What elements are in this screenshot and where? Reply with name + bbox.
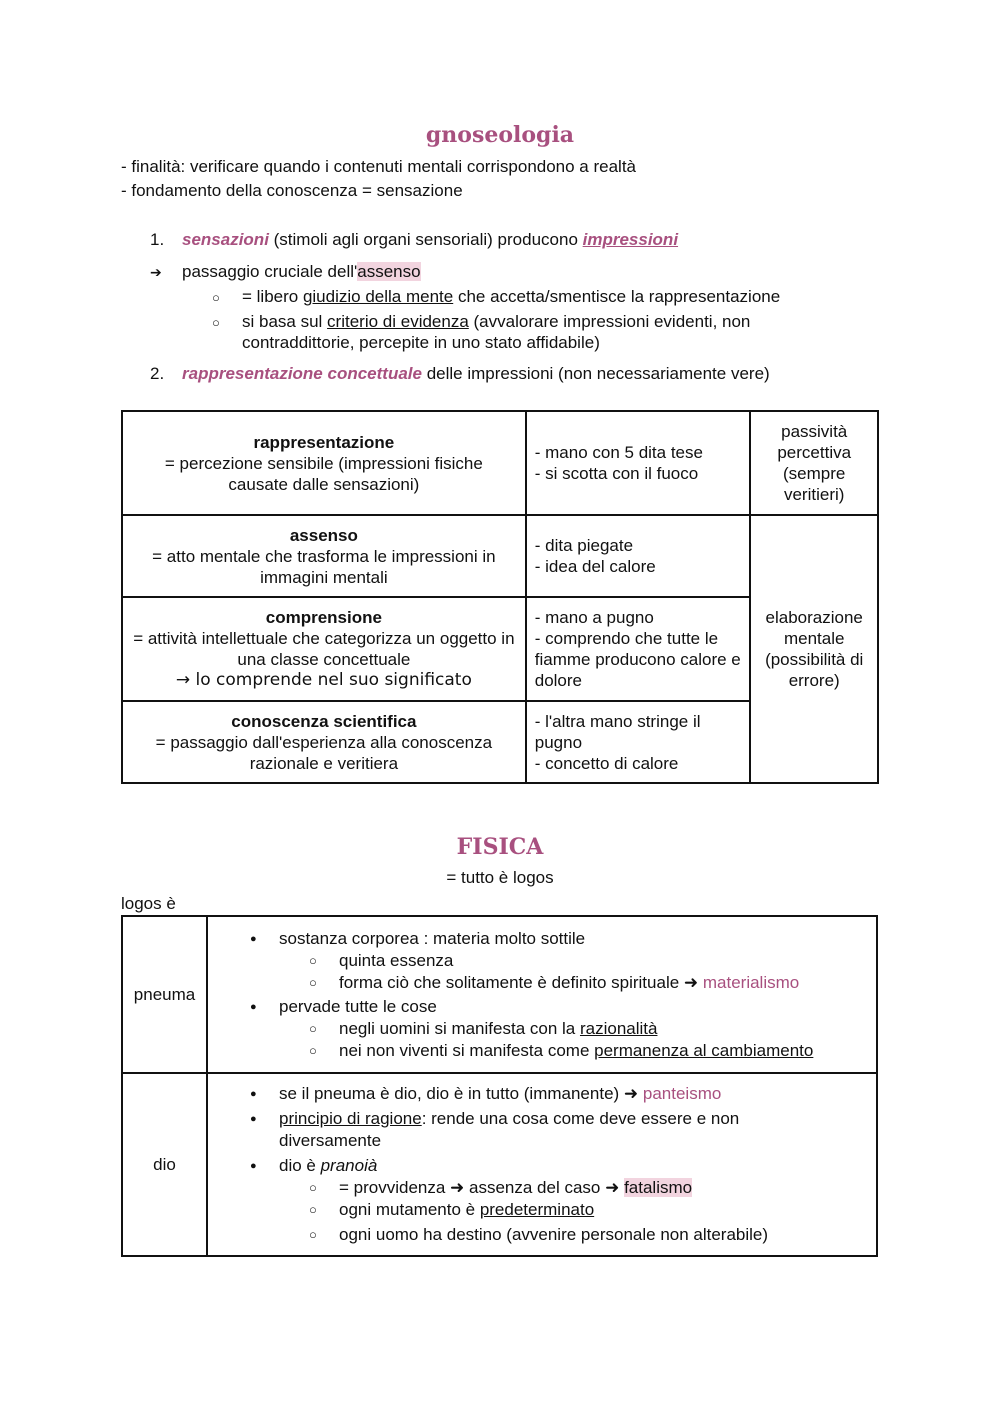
sub2-post: (avvalorare impressioni evidenti, non xyxy=(468,312,751,331)
list-item xyxy=(125,996,866,1062)
bullet-text: sostanza corporea : materia molto sottile xyxy=(279,928,586,948)
item2-text: delle impressioni (non necessariamente vere) xyxy=(421,364,770,383)
bullet-list xyxy=(125,1083,866,1246)
concept-definition: = percezione sensibile (impressioni fisiche causate dalle sensazioni) xyxy=(164,453,483,494)
list-number: 2. xyxy=(150,364,165,383)
concept-heading: assenso xyxy=(289,525,358,545)
concept-definition: = passaggio dall'esperienza alla conoscenza razionale e veritiera xyxy=(155,732,493,773)
bullet-text: dio è xyxy=(279,1156,321,1175)
concept-heading: comprensione xyxy=(265,608,382,627)
bullet-text: ogni uomo ha destino (avvenire personale non alterabile) xyxy=(339,1225,769,1244)
knowledge-table xyxy=(121,410,879,784)
sub-item-1 xyxy=(212,285,781,310)
list-item xyxy=(125,1155,866,1246)
list-item xyxy=(279,1040,866,1062)
example-line: - l'altra mano stringe il pugno xyxy=(534,711,701,752)
circle-bullet-icon: ○ xyxy=(212,290,220,305)
sub1-pre: = libero xyxy=(242,287,303,306)
concept-definition: = atto mentale che trasforma le impressioni in immagini mentali xyxy=(152,546,496,587)
section-title-gnoseologia: gnoseologia xyxy=(425,122,575,148)
sub-list xyxy=(279,1018,866,1062)
concept-note: → lo comprende nel suo significato xyxy=(175,670,472,690)
sub1-post: che accetta/smentisce la rappresentazione xyxy=(453,287,781,306)
table-cell-example xyxy=(526,701,751,783)
list-item xyxy=(279,950,866,972)
arrow-icon: ➔ xyxy=(150,265,162,281)
table-row xyxy=(122,916,877,1073)
highlight-assenso: assenso xyxy=(357,262,421,281)
list-item-2 xyxy=(150,362,770,386)
bullet-text: pervade tutte le cose xyxy=(279,996,437,1016)
example-line: - mano a pugno xyxy=(534,608,654,627)
side-label: passività percettiva (sempre veritieri) xyxy=(777,422,852,504)
sub-list xyxy=(279,1177,866,1246)
table-cell-body xyxy=(207,1073,877,1256)
bullet-text: forma ciò che solitamente è definito spirituale ➜ xyxy=(339,972,703,992)
sub2-pre: si basa sul xyxy=(242,312,328,331)
bullet-text: = provvidenza ➜ assenza del caso ➜ xyxy=(339,1178,625,1197)
table-cell-example xyxy=(526,411,751,515)
logos-table xyxy=(121,915,878,1257)
arrow-text: passaggio cruciale dell' xyxy=(182,262,358,281)
list-item xyxy=(279,1177,866,1199)
term-impressioni: impressioni xyxy=(582,230,679,249)
list-item xyxy=(125,928,866,994)
example-line: - concetto di calore xyxy=(534,753,679,773)
italic-text: pranoià xyxy=(320,1156,378,1175)
table-cell-example xyxy=(526,515,751,597)
sub-item-2 xyxy=(212,310,751,335)
example-line: - mano con 5 dita tese xyxy=(534,443,703,462)
sub1-underlined: giudizio della mente xyxy=(302,287,454,306)
bullet-list xyxy=(125,928,866,1062)
bullet-text: : rende una cosa come deve essere e non diversamente xyxy=(279,1109,740,1150)
list-item xyxy=(279,1199,866,1221)
concept-heading: conoscenza scientifica xyxy=(231,711,417,731)
term-panteismo: panteismo xyxy=(642,1084,722,1103)
example-line: - comprendo che tutte le fiamme producono calore e dolore xyxy=(534,629,741,690)
example-line: - idea del calore xyxy=(534,557,656,576)
list-item xyxy=(279,972,866,994)
table-cell-concept xyxy=(122,701,526,783)
fisica-subtitle: = tutto è logos xyxy=(446,868,554,887)
table-cell-side-elaborazione xyxy=(750,515,878,783)
term-rappresentazione-concettuale: rappresentazione concettuale xyxy=(182,364,422,383)
list-item xyxy=(279,1018,866,1040)
underlined-text: permanenza al cambiamento xyxy=(594,1040,814,1060)
sub-list xyxy=(279,950,866,994)
list-item xyxy=(125,1083,866,1105)
list-item xyxy=(125,1108,866,1152)
side-label: elaborazione mentale (possibilità di errore) xyxy=(765,608,864,690)
table-cell-side-passivita xyxy=(750,411,878,515)
table-cell-concept xyxy=(122,411,526,515)
row-label-pneuma: pneuma xyxy=(133,984,196,1004)
table-cell-example xyxy=(526,597,751,701)
example-line: - si scotta con il fuoco xyxy=(534,464,699,483)
sub-item-2-line-2: contraddittorie, percepite in uno stato affidabile) xyxy=(242,333,600,352)
row-label-dio: dio xyxy=(153,1154,176,1174)
highlight-fatalismo: fatalismo xyxy=(624,1178,693,1197)
underlined-text: principio di ragione xyxy=(279,1109,422,1128)
list-number: 1. xyxy=(150,230,165,249)
bullet-text: negli uomini si manifesta con la xyxy=(339,1018,580,1038)
table-row xyxy=(122,411,878,515)
example-line: - dita piegate xyxy=(534,536,634,555)
bullet-text: quinta essenza xyxy=(339,950,454,970)
fisica-lead: logos è xyxy=(121,894,176,913)
sub2-underlined: criterio di evidenza xyxy=(327,312,469,331)
list-item xyxy=(279,1224,866,1246)
intro-line-1: - finalità: verificare quando i contenuti mentali corrispondono a realtà xyxy=(121,157,637,176)
bullet-text: ogni mutamento è xyxy=(339,1200,480,1219)
term-materialismo: materialismo xyxy=(702,972,800,992)
term-sensazioni: sensazioni xyxy=(182,230,269,249)
circle-bullet-icon: ○ xyxy=(212,315,220,330)
intro-line-2: - fondamento della conoscenza = sensazione xyxy=(121,181,463,200)
arrow-item xyxy=(150,260,421,285)
underlined-text: predeterminato xyxy=(479,1200,595,1219)
bullet-text: nei non viventi si manifesta come xyxy=(339,1040,595,1060)
table-cell-concept xyxy=(122,597,526,701)
concept-definition: = attività intellettuale che categorizza un oggetto in una classe concettuale xyxy=(133,629,515,669)
concept-heading: rappresentazione xyxy=(253,432,395,452)
table-row xyxy=(122,515,878,597)
list-item-1 xyxy=(150,228,679,252)
item1-text: (stimoli agli organi sensoriali) producono xyxy=(268,230,583,249)
table-cell-body xyxy=(207,916,877,1073)
bullet-text: se il pneuma è dio, dio è in tutto (immanente) ➜ xyxy=(279,1084,643,1103)
section-title-fisica: FISICA xyxy=(456,834,544,860)
table-row xyxy=(122,1073,877,1256)
underlined-text: razionalità xyxy=(579,1018,658,1038)
table-cell-concept xyxy=(122,515,526,597)
